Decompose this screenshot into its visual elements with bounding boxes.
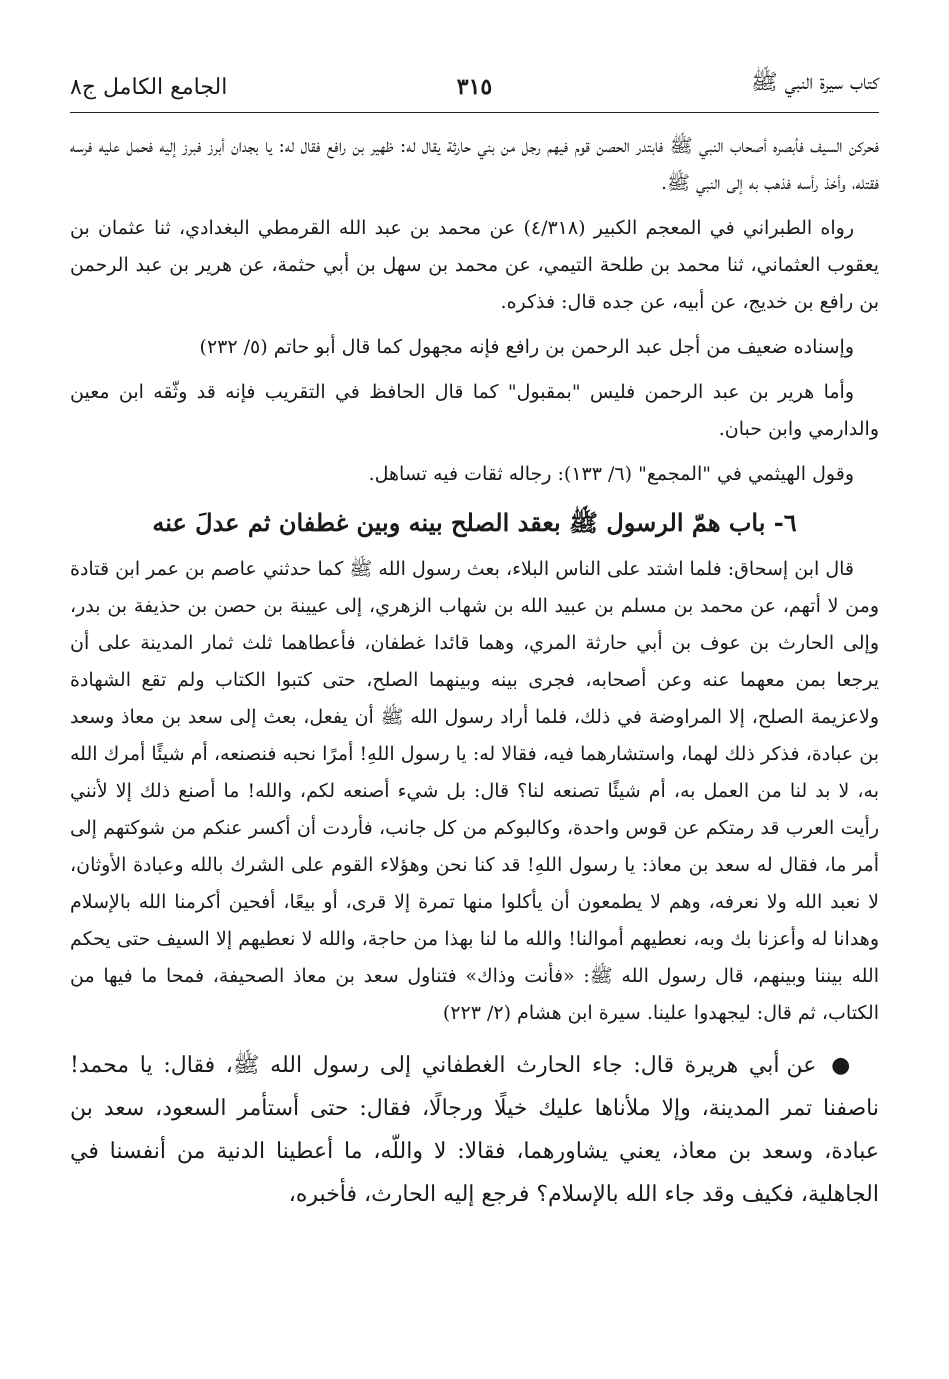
paragraph-abu-hurayra-text: عن أبي هريرة قال: جاء الحارث الغطفاني إلى رسول الله ﷺ، فقال: يا محمد! ناصفنا تمر المدينة، وإلا ملأناها عليك خيلًا ورجالًا، فقال: حتى أستأمر السعود، سعد بن عبادة، وسعد بن معاذ، يعني يشاورهما، فقالا: لا واللّه، ما أعطينا الدنية من أنفسنا في الجاهلية، فكيف وقد جاء الله بالإسلام؟ فرجع إليه الحارث، فأخبره، — [70, 1053, 879, 1207]
running-header — [70, 62, 879, 113]
paragraph-hurair: وأما هرير بن عبد الرحمن فليس "بمقبول" كما قال الحافظ في التقريب فإنه قد وثّقه ابن معين والدارمي وابن حبان. — [70, 381, 879, 440]
bullet-icon: ● — [831, 1053, 855, 1078]
paragraph-takhrij: رواه الطبراني في المعجم الكبير (٤/٣١٨) عن محمد بن عبد الله القرمطي البغدادي، ثنا عثمان بن يعقوب العثماني، ثنا محمد بن طلحة التيمي، عن محمد بن سهل بن أبي حثمة، عن هرير بن عبد الرحمن بن رافع بن خديج، عن أبيه، عن جده قال: فذكره. — [70, 217, 879, 313]
paragraph-ibn-ishaq: قال ابن إسحاق: فلما اشتد على الناس البلاء، بعث رسول الله ﷺ كما حدثني عاصم بن عمر ابن قتادة ومن لا أتهم، عن محمد بن مسلم بن عبيد الله بن شهاب الزهري، إلى عيينة بن حصن بن حذيفة بن بدر، وإلى الحارث بن عوف بن أبي حارثة المري، وهما قائدا غطفان، فأعطاهما ثلث ثمار المدينة على أن يرجعا بمن معهما عنه وعن أصحابه، فجرى بينه وبينهما الصلح، حتى كتبوا الكتاب ولم تقع الشهادة ولاعزيمة الصلح، إلا المراوضة في ذلك، فلما أراد رسول الله ﷺ أن يفعل، بعث إلى سعد بن معاذ وسعد بن عبادة، فذكر ذلك لهما، واستشارهما فيه، فقالا له: يا رسول اللهِ! أمرًا نحبه فنصنعه، أم شيئًا أمرك الله به، لا بد لنا من العمل به، أم شيئًا تصنعه لنا؟ قال: بل شيء أصنعه لكم، والله! ما أصنع ذلك إلا لأنني رأيت العرب قد رمتكم عن قوس واحدة، وكالبوكم من كل جانب، فأردت أن أكسر عنكم من شوكتهم إلى أمر ما، فقال له سعد بن معاذ: يا رسول اللهِ! قد كنا نحن وهؤلاء القوم على الشرك بالله وعبادة الأوثان، لا نعبد الله ولا نعرفه، وهم لا يطمعون أن يأكلوا منها تمرة إلا قرى، أو بيعًا، أفحين أكرمنا الله بالإسلام وهدانا له وأعزنا بك وبه، نعطيهم أموالنا! والله ما لنا بهذا من حاجة، والله لا نعطيهم إلا السيف حتى يحكم الله بيننا وبينهم، قال رسول الله ﷺ: «فأنت وذاك» فتناول سعد بن معاذ الصحيفة، فمحا ما فيها من الكتاب، ثم قال: ليجهدوا علينا. سيرة ابن هشام (٢/ ٢٢٣) — [70, 558, 879, 1024]
header-book-title: كتاب سيرة النبي ﷺ — [751, 70, 879, 95]
chapter-heading: ٦- باب همّ الرسول ﷺ بعقد الصلح بينه وبين غطفان ثم عدلَ عنه — [152, 508, 797, 537]
paragraph-haythami: وقول الهيثمي في "المجمع" (٦/ ١٣٣): رجاله ثقات فيه تساهل. — [368, 463, 854, 485]
header-volume-title: الجامع الكامل ج٨ — [70, 75, 228, 100]
page-number: ٣١٥ — [456, 74, 493, 100]
paragraph-isnad-weak: وإسناده ضعيف من أجل عبد الرحمن بن رافع فإنه مجهول كما قال أبو حاتم (٥/ ٢٣٢) — [199, 336, 854, 358]
paragraph-narration-end: فحركن السيف فأبصره أصحاب النبي ﷺ فابتدر الحصن قوم فيهم رجل من بني حارثة يقال له: ظهير بن رافع فقال له: يا بجدان أبرز فبرز إليه فحمل عليه فرسه فقتله، وأخذ رأسه فذهب به إلى النبي ﷺ. — [70, 135, 879, 194]
page-content — [70, 128, 879, 1216]
paragraph-abu-hurayra — [70, 1044, 879, 1216]
